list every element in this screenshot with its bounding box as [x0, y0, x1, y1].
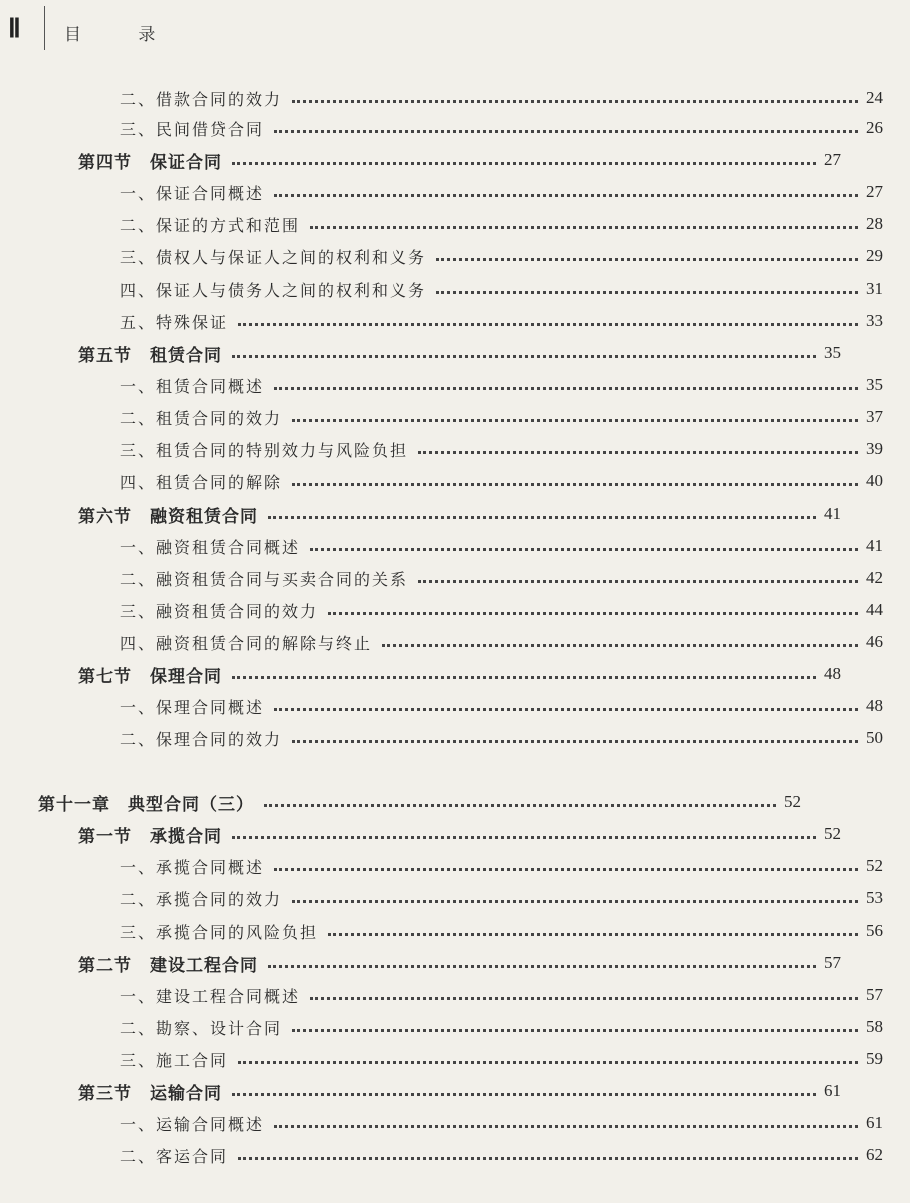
- toc-entry-label: 第十一章 典型合同（三）: [38, 794, 254, 815]
- toc-entry-label: 第一节 承揽合同: [78, 826, 222, 847]
- toc-entry-page: 57: [824, 953, 841, 972]
- toc-entry-page: 42: [866, 568, 883, 587]
- toc-entry[interactable]: [0, 433, 910, 465]
- toc-entry-label: 二、勘察、设计合同: [120, 1018, 283, 1038]
- toc-entry-label: 二、承揽合同的效力: [120, 889, 283, 909]
- toc-entry[interactable]: [0, 82, 910, 114]
- toc-entry-page: 35: [866, 375, 883, 394]
- toc-entry[interactable]: [0, 337, 868, 369]
- toc-entry-page: 61: [866, 1113, 883, 1132]
- dot-leader: [418, 451, 858, 454]
- dot-leader: [436, 291, 858, 294]
- dot-leader: [292, 740, 858, 743]
- toc-entry-label: 二、融资租赁合同与买卖合同的关系: [120, 569, 409, 589]
- toc-entry[interactable]: [0, 850, 910, 882]
- toc-entry[interactable]: [0, 208, 910, 240]
- toc-entry-page: 28: [866, 214, 883, 233]
- toc-entry[interactable]: [0, 530, 910, 562]
- toc-entry-label: 第六节 融资租赁合同: [78, 506, 258, 527]
- toc-entry[interactable]: [0, 1075, 868, 1107]
- toc-entry[interactable]: [0, 1011, 910, 1043]
- toc-entry[interactable]: [0, 401, 910, 433]
- dot-leader: [328, 612, 858, 615]
- toc-entry-label: 三、债权人与保证人之间的权利和义务: [120, 247, 427, 267]
- toc-entry-page: 24: [866, 88, 883, 107]
- toc-entry-page: 41: [824, 504, 841, 523]
- dot-leader: [232, 355, 816, 358]
- header-title: 目 录: [64, 25, 182, 45]
- toc-entry-label: 三、租赁合同的特别效力与风险负担: [120, 440, 409, 460]
- toc-entry-page: 50: [866, 728, 883, 747]
- toc-entry-label: 一、运输合同概述: [120, 1114, 265, 1134]
- toc-entry-page: 52: [784, 792, 801, 811]
- dot-leader: [418, 580, 858, 583]
- toc-entry[interactable]: [0, 465, 910, 497]
- toc-entry-page: 33: [866, 311, 883, 330]
- toc-entry[interactable]: [0, 240, 910, 272]
- toc-entry-page: 57: [866, 985, 883, 1004]
- dot-leader: [382, 644, 858, 647]
- toc-entry-page: 29: [866, 246, 883, 265]
- dot-leader: [232, 162, 816, 165]
- toc-entry-label: 二、保理合同的效力: [120, 729, 283, 749]
- toc-entry-label: 三、融资租赁合同的效力: [120, 601, 319, 621]
- dot-leader: [436, 258, 858, 261]
- toc-entry[interactable]: [0, 305, 910, 337]
- dot-leader: [310, 548, 858, 551]
- toc-entry[interactable]: [0, 562, 910, 594]
- toc-entry-label: 三、民间借贷合同: [120, 119, 265, 139]
- toc-entry[interactable]: [0, 1043, 910, 1075]
- toc-entry-page: 62: [866, 1145, 883, 1164]
- toc-entry-page: 61: [824, 1081, 841, 1100]
- toc-entry-label: 五、特殊保证: [120, 312, 229, 332]
- dot-leader: [274, 194, 858, 197]
- dot-leader: [292, 483, 858, 486]
- dot-leader: [238, 1061, 858, 1064]
- dot-leader: [232, 1093, 816, 1096]
- toc-entry-page: 58: [866, 1017, 883, 1036]
- dot-leader: [292, 1029, 858, 1032]
- toc-entry-label: 一、融资租赁合同概述: [120, 537, 301, 557]
- page-numeral: Ⅱ: [8, 14, 21, 43]
- toc-entry-label: 二、客运合同: [120, 1146, 229, 1166]
- toc-entry[interactable]: [0, 626, 910, 658]
- toc-entry-page: 41: [866, 536, 883, 555]
- toc-entry-page: 26: [866, 118, 883, 137]
- toc-entry-page: 37: [866, 407, 883, 426]
- toc-entry-label: 第七节 保理合同: [78, 666, 222, 687]
- dot-leader: [238, 1157, 858, 1160]
- toc-entry-label: 四、租赁合同的解除: [120, 472, 283, 492]
- toc-entry[interactable]: [0, 818, 868, 850]
- toc-entry-page: 44: [866, 600, 883, 619]
- dot-leader: [274, 387, 858, 390]
- dot-leader: [292, 100, 858, 103]
- dot-leader: [238, 323, 858, 326]
- toc-entry-page: 59: [866, 1049, 883, 1068]
- toc-entry-label: 一、建设工程合同概述: [120, 986, 301, 1006]
- toc-entry-label: 二、保证的方式和范围: [120, 215, 301, 235]
- toc-entry[interactable]: [0, 273, 910, 305]
- toc-entry-label: 三、施工合同: [120, 1050, 229, 1070]
- toc-entry-page: 46: [866, 632, 883, 651]
- toc-entry-label: 一、承揽合同概述: [120, 857, 265, 877]
- toc-entry[interactable]: [0, 786, 828, 818]
- dot-leader: [292, 419, 858, 422]
- toc-entry-page: 48: [866, 696, 883, 715]
- toc-entry-label: 第五节 租赁合同: [78, 345, 222, 366]
- dot-leader: [274, 130, 858, 133]
- dot-leader: [310, 226, 858, 229]
- toc-entry[interactable]: [0, 369, 910, 401]
- toc-entry-page: 31: [866, 279, 883, 298]
- toc-entry-page: 27: [824, 150, 841, 169]
- dot-leader: [268, 965, 816, 968]
- dot-leader: [274, 708, 858, 711]
- dot-leader: [264, 804, 776, 807]
- toc-entry-page: 52: [866, 856, 883, 875]
- page-header: [0, 0, 790, 56]
- dot-leader: [274, 1125, 858, 1128]
- toc-entry-label: 四、保证人与债务人之间的权利和义务: [120, 280, 427, 300]
- toc-entry[interactable]: [0, 690, 910, 722]
- toc-entry-label: 三、承揽合同的风险负担: [120, 922, 319, 942]
- toc-entry-page: 27: [866, 182, 883, 201]
- dot-leader: [268, 516, 816, 519]
- toc-entry-page: 56: [866, 921, 883, 940]
- toc-entry[interactable]: [0, 947, 868, 979]
- dot-leader: [292, 900, 858, 903]
- toc-entry-label: 四、融资租赁合同的解除与终止: [120, 633, 373, 653]
- dot-leader: [232, 836, 816, 839]
- toc-entry[interactable]: [0, 658, 868, 690]
- toc-entry[interactable]: [0, 915, 910, 947]
- toc-entry[interactable]: [0, 882, 910, 914]
- toc-entry[interactable]: [0, 144, 868, 176]
- toc-entry-page: 39: [866, 439, 883, 458]
- toc-entry[interactable]: [0, 176, 910, 208]
- toc-entry-page: 35: [824, 343, 841, 362]
- toc-entry-label: 第四节 保证合同: [78, 152, 222, 173]
- toc-entry-label: 第二节 建设工程合同: [78, 955, 258, 976]
- toc-entry-label: 一、租赁合同概述: [120, 376, 265, 396]
- toc-entry[interactable]: [0, 498, 868, 530]
- dot-leader: [328, 933, 858, 936]
- toc-entry-page: 52: [824, 824, 841, 843]
- toc-entry[interactable]: [0, 112, 910, 144]
- toc-entry[interactable]: [0, 1107, 910, 1139]
- dot-leader: [232, 676, 816, 679]
- dot-leader: [274, 868, 858, 871]
- toc-entry-page: 53: [866, 888, 883, 907]
- toc-entry-page: 48: [824, 664, 841, 683]
- header-divider: [44, 6, 45, 50]
- toc-entry-label: 第三节 运输合同: [78, 1083, 222, 1104]
- dot-leader: [310, 997, 858, 1000]
- toc-entry[interactable]: [0, 594, 910, 626]
- toc-entry-label: 一、保证合同概述: [120, 183, 265, 203]
- toc-entry[interactable]: [0, 979, 910, 1011]
- toc-entry-page: 40: [866, 471, 883, 490]
- toc-entry[interactable]: [0, 1139, 910, 1171]
- toc-entry-label: 二、租赁合同的效力: [120, 408, 283, 428]
- toc-entry-label: 一、保理合同概述: [120, 697, 265, 717]
- toc-entry-label: 二、借款合同的效力: [120, 89, 283, 109]
- toc-entry[interactable]: [0, 722, 910, 754]
